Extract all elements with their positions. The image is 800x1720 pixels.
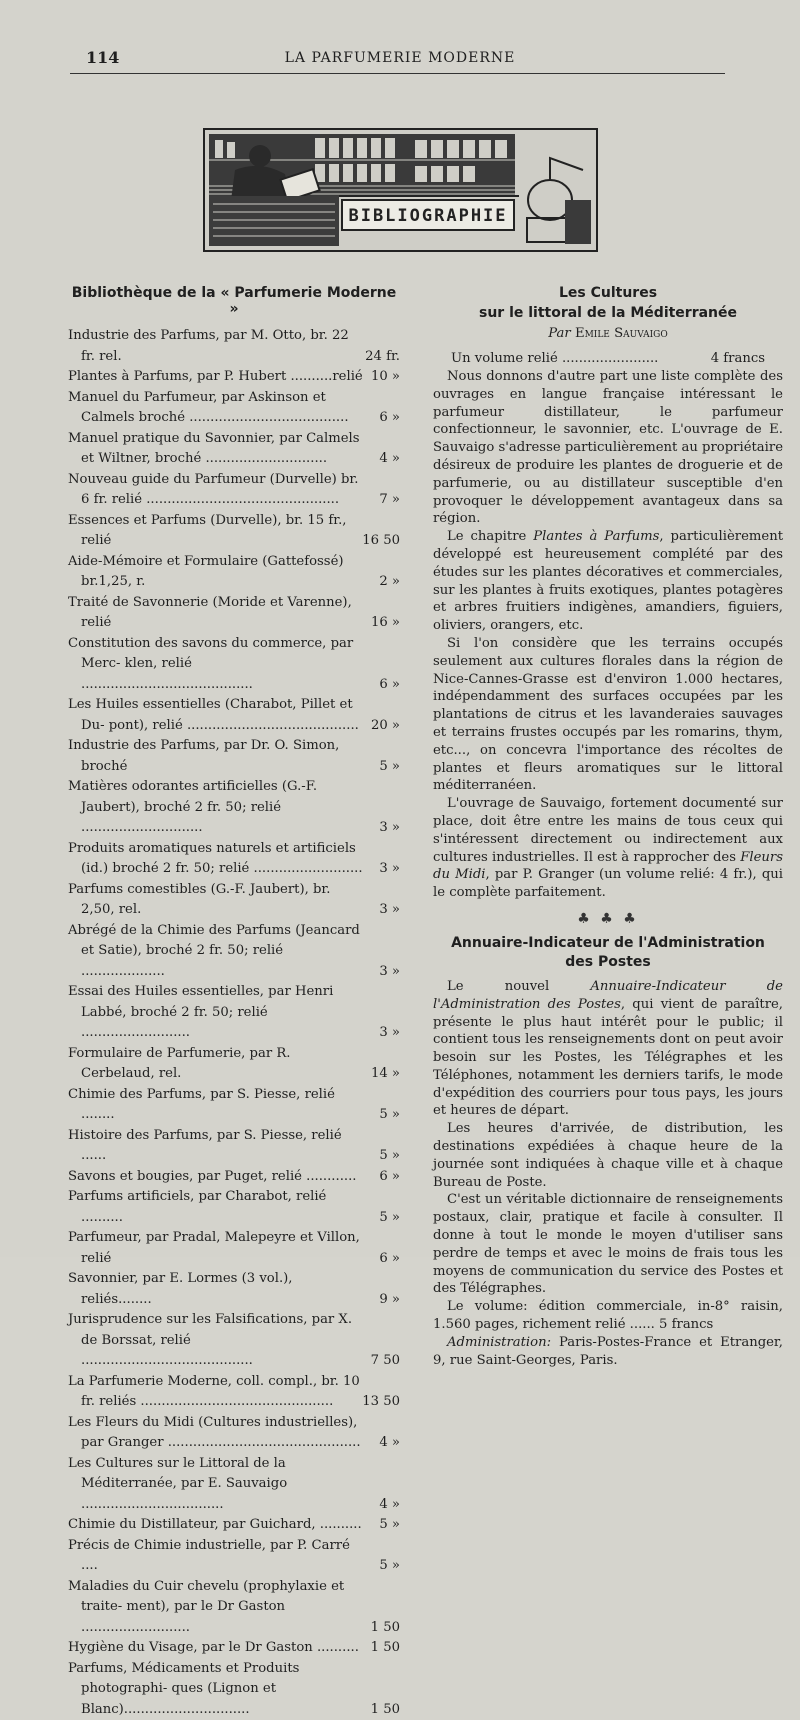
administration-address: Paris-Postes-France et Etranger, 9, rue Saint-Georges, Paris. (433, 1335, 783, 1368)
a1-text-b: , qui vient de paraître, présente le plus haut intérêt pour le public; il contient tous les renseignements dont on peut avoir besoin sur les Postes, les Télégraphes et les Téléphones, notamment les derniers tarifs, le mode d'expédition des courriers pour tous pays, les jours et heures de départ. (433, 997, 783, 1119)
book-price: 20 » (371, 716, 400, 737)
book-entry (68, 1085, 400, 1126)
book-price: 3 » (379, 1023, 400, 1044)
book-price: 5 » (379, 1146, 400, 1167)
administration-label: Administration: (447, 1335, 551, 1350)
book-title: Chimie des Parfums, par S. Piesse, relié ........ (68, 1085, 400, 1126)
book-title: Industrie des Parfums, par M. Otto, br. 22 fr. rel. (68, 326, 400, 367)
annuaire-heading-line2: des Postes (433, 954, 783, 970)
byline-author: Emile Sauvaigo (575, 326, 668, 341)
running-header (80, 48, 720, 70)
volume-text: Un volume relié ....................... (451, 351, 658, 366)
book-entry (68, 1413, 400, 1454)
book-price: 6 » (379, 1167, 400, 1188)
book-title: Histoire des Parfums, par S. Piesse, relié ...... (68, 1126, 400, 1167)
book-title: La Parfumerie Moderne, coll. compl., br. 10 fr. reliés .............................................. (68, 1372, 400, 1413)
book-title: Savonnier, par E. Lormes (3 vol.), reliés........ (68, 1269, 400, 1310)
book-title: Parfums, Médicaments et Produits photographi- ques (Lignon et Blanc).............................. (68, 1659, 400, 1720)
book-price: 3 » (379, 962, 400, 983)
book-entry (68, 1126, 400, 1167)
book-price: 16 » (371, 613, 400, 634)
book-entry (68, 921, 400, 983)
book-price: 3 » (379, 900, 400, 921)
book-title: Hygiène du Visage, par le Dr Gaston .......... (68, 1638, 400, 1659)
bibliography-banner (203, 128, 598, 252)
left-column (68, 285, 400, 1720)
annuaire-volume-text: Le volume: édition commerciale, in-8° raisin, 1.560 pages, richement relié ...... (433, 1299, 783, 1332)
volume-line (433, 351, 783, 366)
book-entry (68, 1638, 400, 1659)
book-entry (68, 326, 400, 367)
book-entry (68, 777, 400, 839)
book-price: 5 » (379, 757, 400, 778)
book-price: 14 » (371, 1064, 400, 1085)
book-price: 6 » (379, 408, 400, 429)
book-title: Chimie du Distillateur, par Guichard, .......... (68, 1515, 400, 1536)
book-title: Précis de Chimie industrielle, par P. Carré .... (68, 1536, 400, 1577)
book-entry (68, 1536, 400, 1577)
p2-text-b: , particulièrement développé est heureusement complété par des études sur les plantes décoratives et commerciales, sur les plantes à fruits exotiques, plantes potagères et arbres fruitiers indigènes, amandiers, figuiers, oliviers, orangers, etc. (433, 529, 783, 633)
banner-illustration (205, 130, 596, 250)
cultures-paragraph-2 (433, 528, 783, 635)
book-title: Essences et Parfums (Durvelle), br. 15 fr., relié (68, 511, 400, 552)
book-price: 24 fr. (365, 347, 400, 368)
annuaire-volume-price: 5 francs (659, 1317, 713, 1332)
book-entry (68, 1167, 400, 1188)
book-title: Maladies du Cuir chevelu (prophylaxie et traite- ment), par le Dr Gaston .......................... (68, 1577, 400, 1639)
book-price: 7 50 (371, 1351, 400, 1372)
p4-italic-title: Fleurs du Midi (433, 850, 783, 883)
book-entry (68, 695, 400, 736)
p4-text-a: L'ouvrage de Sauvaigo, fortement documenté sur place, doit être entre les mains de tous ceux qui s'intéressent directement ou indirectement aux cultures industrielles. Il est à rapprocher des (433, 796, 783, 864)
book-title: Parfums artificiels, par Charabot, relié .......... (68, 1187, 400, 1228)
book-price: 4 » (379, 1433, 400, 1454)
book-title: Constitution des savons du commerce, par Merc- klen, relié ......................................... (68, 634, 400, 696)
book-price: 5 » (379, 1515, 400, 1536)
book-entry (68, 634, 400, 696)
annuaire-volume (433, 1298, 783, 1334)
book-entry (68, 429, 400, 470)
p2-text-a: Le chapitre (447, 529, 526, 544)
banner-title: BIBLIOGRAPHIE (344, 206, 512, 226)
book-entry (68, 1454, 400, 1516)
book-title: Formulaire de Parfumerie, par R. Cerbelaud, rel. (68, 1044, 400, 1085)
book-entry (68, 470, 400, 511)
book-entry (68, 880, 400, 921)
book-title: Savons et bougies, par Puget, relié ............ (68, 1167, 400, 1188)
book-entry (68, 1269, 400, 1310)
section-ornament: ♣ ♣ ♣ (433, 911, 783, 927)
book-entry (68, 736, 400, 777)
book-price: 1 50 (371, 1638, 400, 1659)
annuaire-administration (433, 1334, 783, 1370)
book-title: Essai des Huiles essentielles, par Henri Labbé, broché 2 fr. 50; relié .......................... (68, 982, 400, 1044)
book-entry (68, 1515, 400, 1536)
book-price: 6 » (379, 1249, 400, 1270)
book-entry (68, 982, 400, 1044)
book-price: 3 » (379, 818, 400, 839)
book-entry (68, 367, 400, 388)
book-entry (68, 593, 400, 634)
cultures-heading-line2: sur le littoral de la Méditerranée (433, 305, 783, 321)
book-price: 2 » (379, 572, 400, 593)
p4-text-b: , par P. Granger (un volume relié: 4 fr.), qui le complète parfaitement. (433, 867, 783, 900)
cultures-heading-line1: Les Cultures (433, 285, 783, 301)
book-price: 13 50 (362, 1392, 400, 1413)
book-price: 7 » (379, 490, 400, 511)
a1-italic-title: Annuaire-Indicateur de l'Administration des Postes (433, 979, 783, 1012)
book-title: Aide-Mémoire et Formulaire (Gattefossé) br.1,25, r. (68, 552, 400, 593)
book-entry (68, 1577, 400, 1639)
running-title: LA PARFUMERIE MODERNE (80, 50, 720, 66)
annuaire-paragraph-2: Les heures d'arrivée, de distribution, les destinations expédiées à chaque heure de la journée sont indiquées à chaque ville et à chaque Bureau de Poste. (433, 1120, 783, 1191)
a1-text-a: Le nouvel (447, 979, 549, 994)
book-price: 1 50 (371, 1700, 400, 1720)
book-price: 16 50 (362, 531, 400, 552)
book-title: Plantes à Parfums, par P. Hubert ..........relié (68, 367, 400, 388)
page-number: 114 (86, 48, 119, 67)
book-price: 3 » (379, 859, 400, 880)
book-title: Jurisprudence sur les Falsifications, par X. de Borssat, relié ......................................... (68, 1310, 400, 1372)
book-title: Parfumeur, par Pradal, Malepeyre et Villon, relié (68, 1228, 400, 1269)
book-title: Les Huiles essentielles (Charabot, Pillet et Du- pont), relié ......................................... (68, 695, 400, 736)
byline (433, 326, 783, 341)
book-title: Nouveau guide du Parfumeur (Durvelle) br. 6 fr. relié .............................................. (68, 470, 400, 511)
book-price: 5 » (379, 1105, 400, 1126)
book-entry (68, 388, 400, 429)
header-rule (70, 73, 725, 74)
book-list (68, 326, 400, 1720)
cultures-paragraph-1: Nous donnons d'autre part une liste complète des ouvrages en langue française intéressant le parfumeur distillateur, le parfumeur confectionneur, le savonnier, etc. L'ouvrage de E. Sauvaigo s'adresse particulièrement au propriétaire désireux de produire les plantes de droguerie et de parfumerie, ou au distillateur susceptible d'en provoquer le développement avantageux dans sa région. (433, 368, 783, 528)
cultures-paragraph-3: Si l'on considère que les terrains occupés seulement aux cultures florales dans la région de Nice-Cannes-Grasse est d'environ 1.000 hectares, indépendamment des surfaces occupées par les plantations de citrus et les lavanderaies sauvages et terrains frustes occupés par les romarins, thym, etc..., on concevra l'importance des récoltes de plantes et fleurs aromatiques sur le littoral méditerranéen. (433, 635, 783, 795)
book-entry (68, 1310, 400, 1372)
book-title: Matières odorantes artificielles (G.-F. Jaubert), broché 2 fr. 50; relié ............................. (68, 777, 400, 839)
book-title: Parfums comestibles (G.-F. Jaubert), br. 2,50, rel. (68, 880, 400, 921)
book-price: 10 » (371, 367, 400, 388)
annuaire-paragraph-1 (433, 978, 783, 1120)
cultures-paragraph-4 (433, 795, 783, 902)
book-entry (68, 839, 400, 880)
book-price: 5 » (379, 1556, 400, 1577)
book-entry (68, 1372, 400, 1413)
right-column (433, 285, 783, 1369)
annuaire-paragraph-3: C'est un véritable dictionnaire de renseignements postaux, clair, pratique et facile à consulter. Il donne à tout le monde le moyen d'utiliser sans perdre de temps et avec le moins de frais tous les moyens de communication du service des Postes et des Télégraphes. (433, 1191, 783, 1298)
book-price: 4 » (379, 449, 400, 470)
book-price: 6 » (379, 675, 400, 696)
book-title: Traité de Savonnerie (Moride et Varenne), relié (68, 593, 400, 634)
book-title: Manuel pratique du Savonnier, par Calmels et Wiltner, broché ............................. (68, 429, 400, 470)
library-heading: Bibliothèque de la « Parfumerie Moderne » (68, 285, 400, 317)
book-entry (68, 552, 400, 593)
book-entry (68, 1187, 400, 1228)
book-price: 5 » (379, 1208, 400, 1229)
book-entry (68, 511, 400, 552)
book-title: Manuel du Parfumeur, par Askinson et Calmels broché ...................................... (68, 388, 400, 429)
annuaire-heading-line1: Annuaire-Indicateur de l'Administration (433, 935, 783, 951)
book-price: 1 50 (371, 1618, 400, 1639)
book-title: Les Fleurs du Midi (Cultures industrielles), par Granger .............................................. (68, 1413, 400, 1454)
book-title: Les Cultures sur le Littoral de la Méditerranée, par E. Sauvaigo .................................. (68, 1454, 400, 1516)
book-entry (68, 1044, 400, 1085)
book-entry (68, 1659, 400, 1720)
book-price: 4 » (379, 1495, 400, 1516)
book-title: Industrie des Parfums, par Dr. O. Simon, broché (68, 736, 400, 777)
book-title: Abrégé de la Chimie des Parfums (Jeancard et Satie), broché 2 fr. 50; relié .................... (68, 921, 400, 983)
book-entry (68, 1228, 400, 1269)
volume-price: 4 francs (711, 351, 765, 366)
byline-prefix: Par (548, 326, 570, 341)
p2-italic-title: Plantes à Parfums (533, 529, 659, 544)
book-price: 9 » (379, 1290, 400, 1311)
book-title: Produits aromatiques naturels et artificiels (id.) broché 2 fr. 50; relié .......................... (68, 839, 400, 880)
